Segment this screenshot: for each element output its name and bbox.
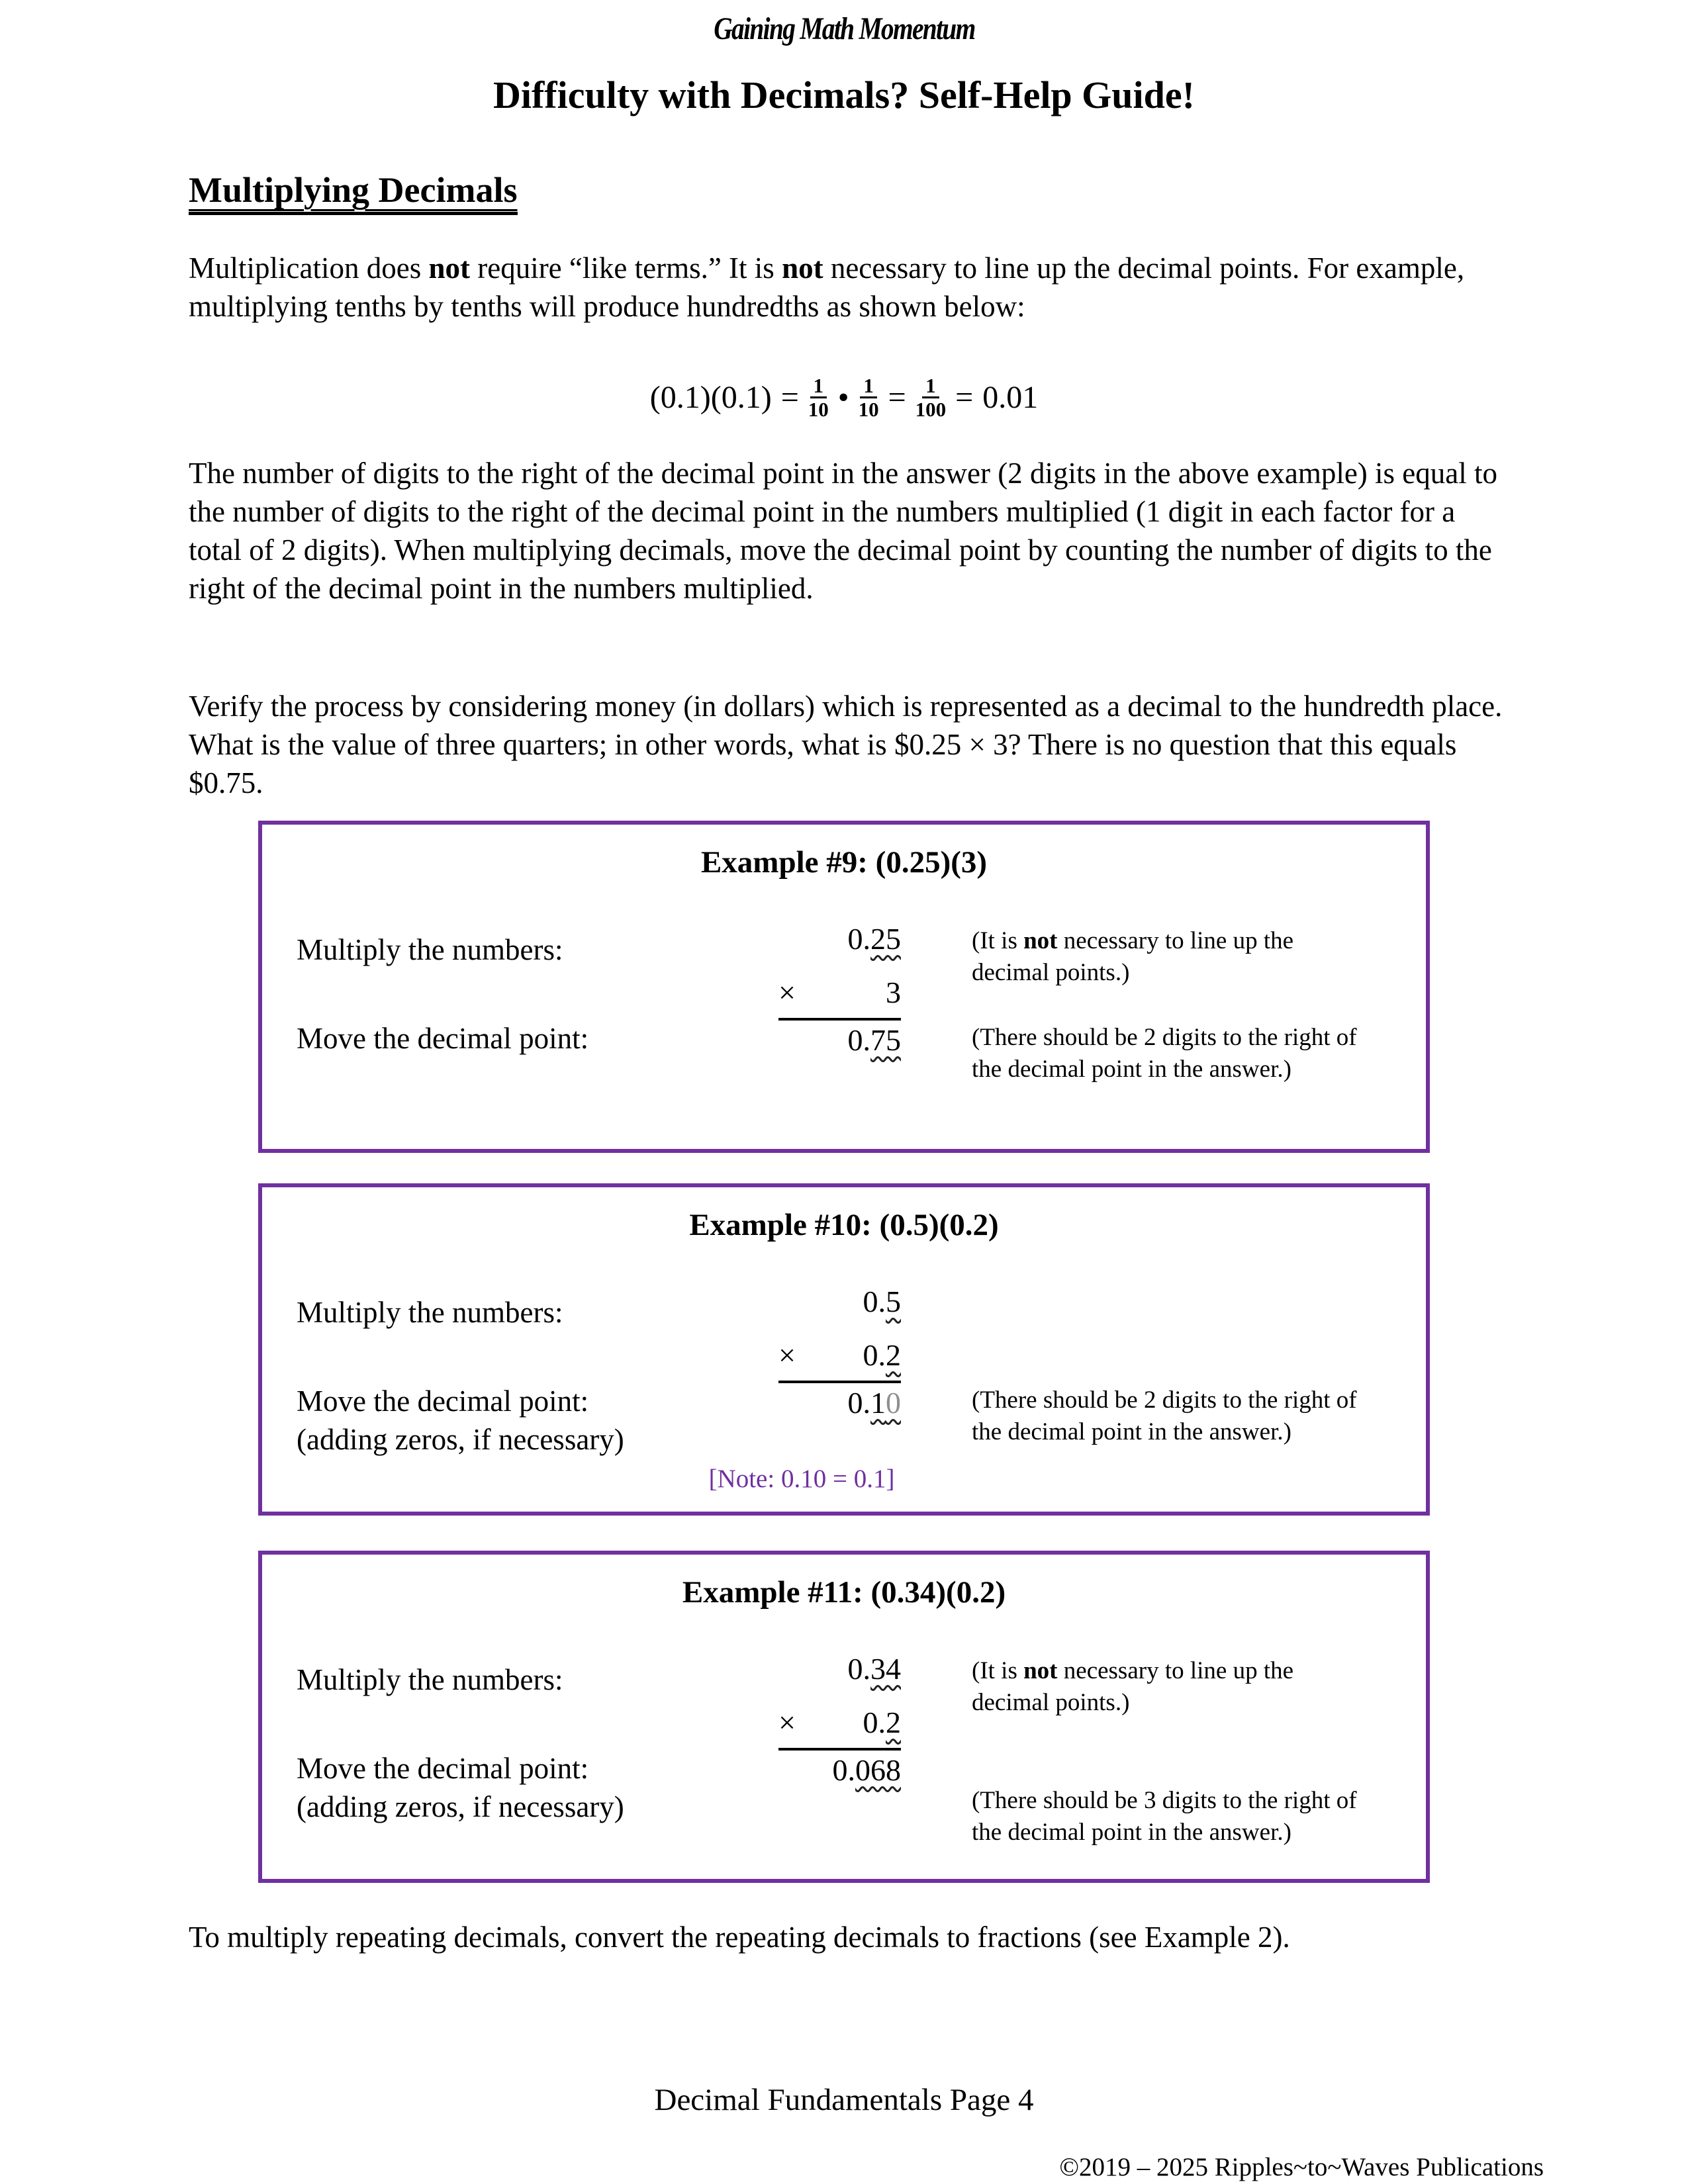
example-title: Example #9: (0.25)(3) [700,845,988,880]
multiply-label: Multiply the numbers: [297,933,563,966]
times-sign: × [778,1338,796,1372]
sum-rule [778,1381,901,1383]
intro-paragraph: Multiplication does not require “like terms.” It is not necessary to line up the decimal points. For example, multiplying tenths by tenths will produce hundredths as shown below: [189,251,1465,323]
move-label [297,1019,588,1058]
page-title: Difficulty with Decimals? Self-Help Guide! [492,73,1195,116]
footer-page-label: Decimal Fundamentals Page 4 [654,2083,1034,2117]
move-label [297,1749,624,1826]
number-stack [778,921,901,1058]
brand-text: Gaining Math Momentum [713,11,975,46]
multiply-label: Multiply the numbers: [297,1663,563,1696]
note-digit-count: (There should be 2 digits to the right of the decimal point in the answer.) [972,1387,1357,1445]
multiplicand: 0.25 [847,922,901,956]
move-label-line1: Move the decimal point: [297,1385,589,1418]
move-label [297,1382,624,1459]
body-paragraph: The number of digits to the right of the decimal point in the answer (2 digits in the above example) is equal to the number of digits to the right of the decimal point in the numbers multiplied (1 digit in each factor for a total of 2 digits). When multiplying decimals, move the decimal point by counting the number of digits to the right of the decimal point in the numbers multiplied. [189,457,1498,605]
multiplication-dot: • [837,380,849,416]
decimal-multiplication-formula [0,375,1688,421]
times-sign: × [778,1706,796,1739]
fraction: $\frac{1}{10}$ [858,374,879,422]
sum-rule [778,1748,901,1751]
body-paragraph: Verify the process by considering money (in dollars) which is represented as a decimal to the hundredth place. What is the value of three quarters; in other words, what is $0.25 × 3? There is no question that this equals $0.75. [189,690,1503,799]
equals-sign: = [888,380,906,416]
note-digit-count: (There should be 2 digits to the right of the decimal point in the answer.) [972,1024,1357,1083]
move-label-line1: Move the decimal point: [297,1752,589,1785]
section-heading: Multiplying Decimals [189,169,518,215]
equals-sign: = [955,380,974,416]
note-line-up: (It is not necessary to line up the decimal points.) [972,1657,1294,1716]
fraction: $\frac{1}{10}$ [808,374,829,422]
fraction: $\frac{1}{100}$ [915,374,947,422]
closing-paragraph: To multiply repeating decimals, convert the repeating decimals to fractions (see Example 2). [189,1921,1290,1954]
purple-note: [Note: 0.10 = 0.1] [708,1465,895,1493]
multiplicand: 0.34 [847,1652,901,1686]
equals-sign: = [780,380,799,416]
multiplier-row: × 0.2 [778,1706,901,1739]
copyright-text: ©2019 – 2025 Ripples~to~Waves Publications [1059,2153,1544,2181]
multiplier-row: × 0.2 [778,1338,901,1372]
product: 0.10 [847,1386,901,1420]
example-10-box [258,1183,1430,1516]
formula-result: 0.01 [982,380,1039,416]
formula-lhs: (0.1)(0.1) [649,380,772,416]
times-sign: × [778,976,796,1009]
sum-rule [778,1018,901,1021]
example-title: Example #11: (0.34)(0.2) [682,1575,1006,1610]
product: 0.068 [832,1753,901,1787]
note-line-up: (It is not necessary to line up the decimal points.) [972,927,1294,986]
move-label-line2: (adding zeros, if necessary) [297,1423,624,1456]
note-digit-count: (There should be 3 digits to the right of the decimal point in the answer.) [972,1787,1357,1846]
example-11-box [258,1551,1430,1883]
number-stack [778,1284,901,1421]
example-title: Example #10: (0.5)(0.2) [689,1208,999,1242]
number-stack [778,1651,901,1788]
multiplier-row: × 3 [778,976,901,1009]
move-label-line1: Move the decimal point: [297,1022,589,1055]
multiply-label: Multiply the numbers: [297,1296,563,1329]
example-9-box [258,821,1430,1153]
multiplicand: 0.5 [863,1285,901,1318]
product: 0.75 [847,1023,901,1057]
move-label-line2: (adding zeros, if necessary) [297,1790,624,1823]
